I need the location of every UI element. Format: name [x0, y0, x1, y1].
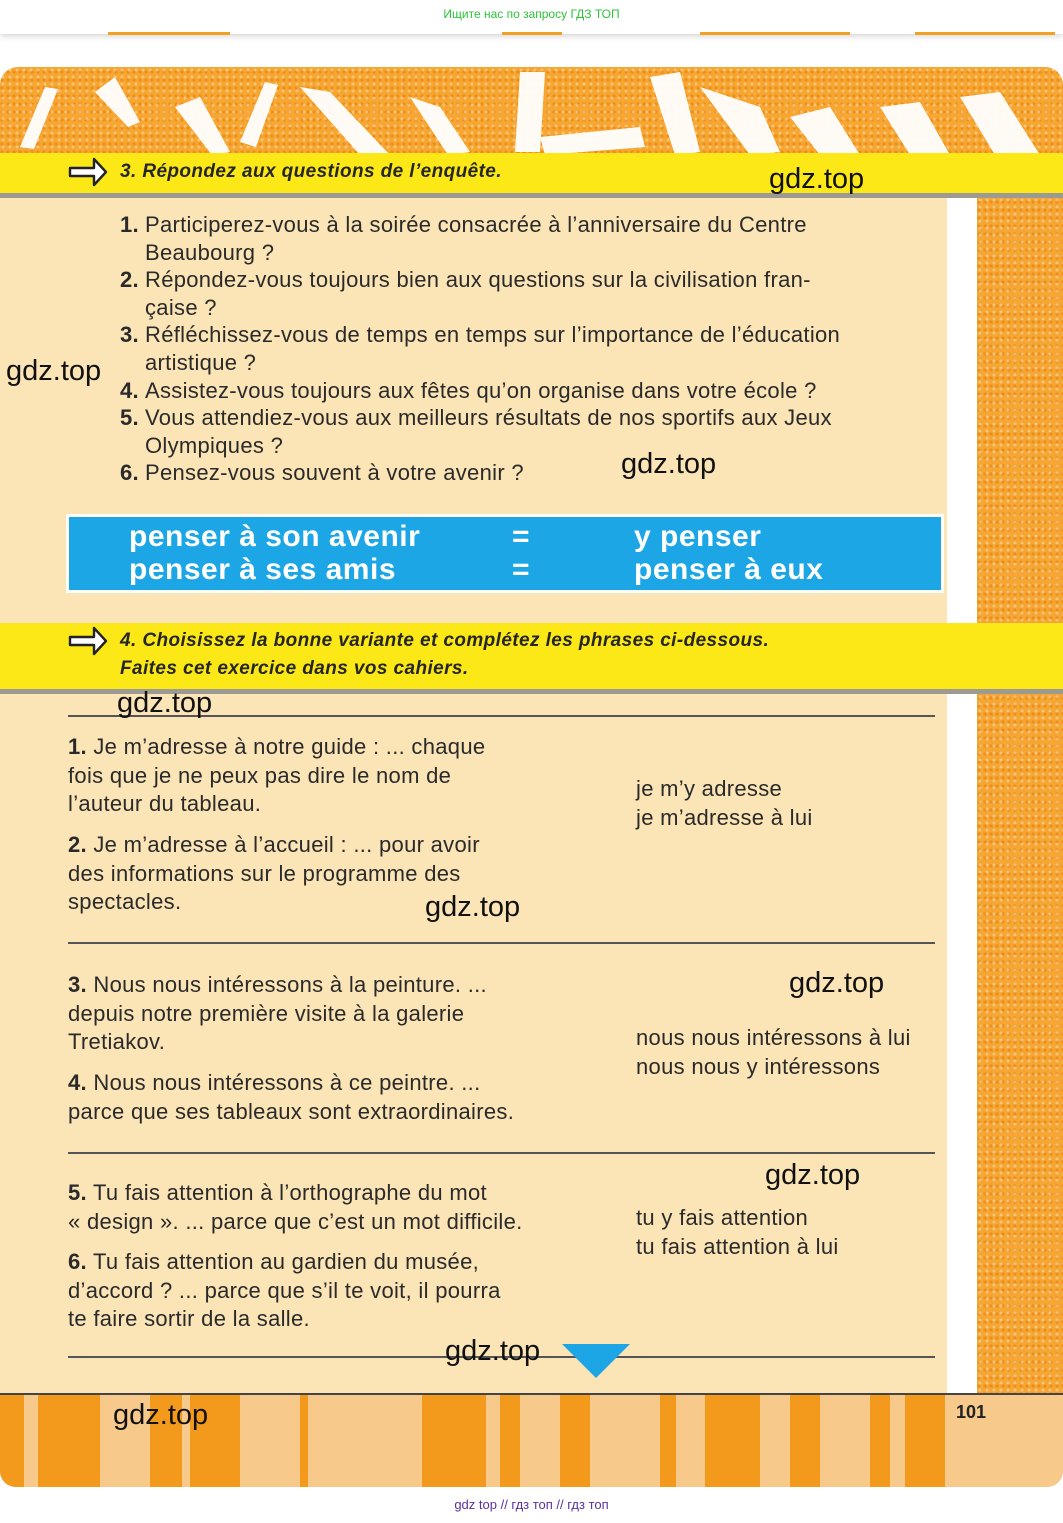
- item-text-cont: çaise ?: [145, 294, 217, 320]
- item-text-cont: artistique ?: [145, 349, 257, 375]
- banner-strip: [502, 32, 562, 35]
- item-number: 3.: [120, 322, 139, 348]
- watermark: gdz.top: [6, 355, 102, 387]
- footer-stripe: [300, 1395, 308, 1487]
- banner-strip: [700, 32, 850, 35]
- exercise-item: [68, 1248, 501, 1334]
- decorative-letters: [0, 67, 1063, 157]
- grammar-box: [66, 514, 944, 593]
- item-line: des informations sur le programme des: [68, 860, 461, 886]
- item-number: 6.: [68, 1249, 87, 1274]
- footer-stripe: [905, 1395, 945, 1487]
- item-line: fois que je ne peux pas dire le nom de: [68, 762, 452, 788]
- item-number: 5.: [120, 405, 139, 431]
- item-text: Assistez-vous toujours aux fêtes qu’on organise dans votre école ?: [145, 377, 817, 403]
- watermark: gdz.top: [769, 163, 865, 195]
- footer-links[interactable]: gdz top // гдз топ // гдз топ: [454, 1497, 609, 1512]
- watermark: gdz.top: [117, 687, 213, 719]
- watermark: gdz.top: [789, 967, 885, 999]
- item-number: 2.: [120, 267, 139, 293]
- item-number: 3.: [68, 972, 87, 997]
- item-line: Nous nous intéressons à la peinture. ...: [93, 972, 487, 997]
- exercise-3-title: 3. Répondez aux questions de l’enquête.: [120, 161, 502, 182]
- item-line: Je m’adresse à l’accueil : ... pour avoir: [93, 832, 480, 857]
- item-line: Tu fais attention à l’orthographe du mot: [92, 1180, 487, 1205]
- option-text: je m’adresse à lui: [636, 804, 813, 830]
- item-number: 2.: [68, 832, 87, 857]
- watermark: gdz.top: [621, 448, 717, 480]
- item-text: Répondez-vous toujours bien aux questions sur la civilisation fran-: [145, 267, 811, 293]
- top-banner: [0, 0, 1063, 34]
- list-item: [120, 459, 920, 487]
- footer-stripe: [0, 1395, 24, 1487]
- footer-stripe: [422, 1395, 486, 1487]
- exercise-item: [68, 971, 487, 1057]
- item-line: parce que ses tableaux sont extraordinaires.: [68, 1098, 515, 1124]
- grammar-left: penser à son avenir: [129, 520, 421, 553]
- option-text: tu y fais attention: [636, 1205, 809, 1230]
- item-text: Réfléchissez-vous de temps en temps sur l’importance de l’éducation: [145, 322, 841, 348]
- divider: [68, 942, 935, 944]
- item-line: Tu fais attention au gardien du musée,: [92, 1249, 480, 1274]
- item-text: Participerez-vous à la soirée consacrée à l’anniversaire du Centre: [145, 212, 807, 237]
- exercise-item: [68, 1179, 523, 1236]
- arrow-right-icon: [68, 624, 108, 658]
- item-number: 5.: [68, 1180, 87, 1205]
- exercise-item: [68, 733, 485, 819]
- item-line: l’auteur du tableau.: [68, 791, 262, 816]
- list-item: [120, 266, 920, 321]
- exercise-4-subtitle: Faites cet exercice dans vos cahiers.: [120, 658, 469, 679]
- item-number: 1.: [68, 734, 87, 759]
- answer-options: [636, 775, 813, 832]
- item-text: Vous attendiez-vous aux meilleurs résultats de nos sportifs aux Jeux: [145, 405, 832, 431]
- page-number: 101: [956, 1402, 987, 1422]
- question-list: [120, 211, 920, 487]
- exercise-4-title: 4. Choisissez la bonne variante et complétez les phrases ci-dessous.: [120, 630, 770, 651]
- page-edge: [947, 197, 977, 1397]
- footer-stripe: [38, 1395, 100, 1487]
- answer-options: [636, 1204, 839, 1261]
- option-text: je m’y adresse: [636, 776, 783, 801]
- watermark: gdz.top: [445, 1335, 541, 1367]
- item-line: Tretiakov.: [68, 1029, 166, 1054]
- grammar-equals: =: [512, 520, 531, 553]
- side-texture: [977, 197, 1063, 1397]
- exercise-4-header: [0, 623, 1063, 694]
- item-number: 4.: [68, 1070, 87, 1095]
- grammar-right: y penser: [634, 520, 762, 553]
- answer-options: [636, 1024, 911, 1081]
- list-item: [120, 211, 920, 266]
- item-number: 1.: [120, 212, 139, 237]
- list-item: [120, 404, 920, 459]
- footer-stripe: [870, 1395, 890, 1487]
- item-text-cont: Beaubourg ?: [145, 239, 275, 265]
- item-text-cont: Olympiques ?: [145, 432, 284, 458]
- grammar-equals: =: [512, 553, 531, 586]
- triangle-marker-icon: [562, 1344, 630, 1378]
- arrow-right-icon: [68, 155, 108, 189]
- divider: [68, 1152, 935, 1154]
- item-line: « design ». ... parce que c’est un mot difficile.: [68, 1208, 523, 1234]
- exercise-item: [68, 831, 480, 917]
- item-number: 6.: [120, 460, 139, 486]
- exercise-item: [68, 1069, 514, 1126]
- list-item: [120, 321, 920, 376]
- item-line: d’accord ? ... parce que s’il te voit, il pourra: [68, 1277, 501, 1303]
- footer-stripe: [500, 1395, 520, 1487]
- exercise-3-header: [0, 153, 1063, 198]
- list-item: [120, 377, 920, 405]
- footer-stripe: [660, 1395, 676, 1487]
- watermark: gdz.top: [425, 891, 521, 923]
- item-line: Nous nous intéressons à ce peintre. ...: [93, 1070, 481, 1095]
- item-line: depuis notre première visite à la galerie: [68, 1000, 465, 1026]
- banner-strip: [915, 32, 1055, 35]
- item-line: te faire sortir de la salle.: [68, 1306, 310, 1331]
- grammar-right: penser à eux: [634, 553, 824, 586]
- watermark: gdz.top: [113, 1399, 209, 1431]
- footer-stripe: [790, 1395, 820, 1487]
- item-line: Je m’adresse à notre guide : ... chaque: [93, 734, 486, 759]
- option-text: nous nous intéressons à lui: [636, 1025, 911, 1050]
- banner-strip: [108, 32, 230, 35]
- item-number: 4.: [120, 377, 139, 403]
- footer-stripe: [560, 1395, 590, 1487]
- grammar-left: penser à ses amis: [129, 553, 397, 586]
- item-line: spectacles.: [68, 889, 182, 914]
- footer-stripe: [705, 1395, 760, 1487]
- banner-text: Ищите нас по запросу ГДЗ ТОП: [443, 7, 620, 21]
- option-text: tu fais attention à lui: [636, 1233, 839, 1259]
- watermark: gdz.top: [765, 1159, 861, 1191]
- item-text: Pensez-vous souvent à votre avenir ?: [145, 460, 524, 486]
- option-text: nous nous y intéressons: [636, 1053, 881, 1079]
